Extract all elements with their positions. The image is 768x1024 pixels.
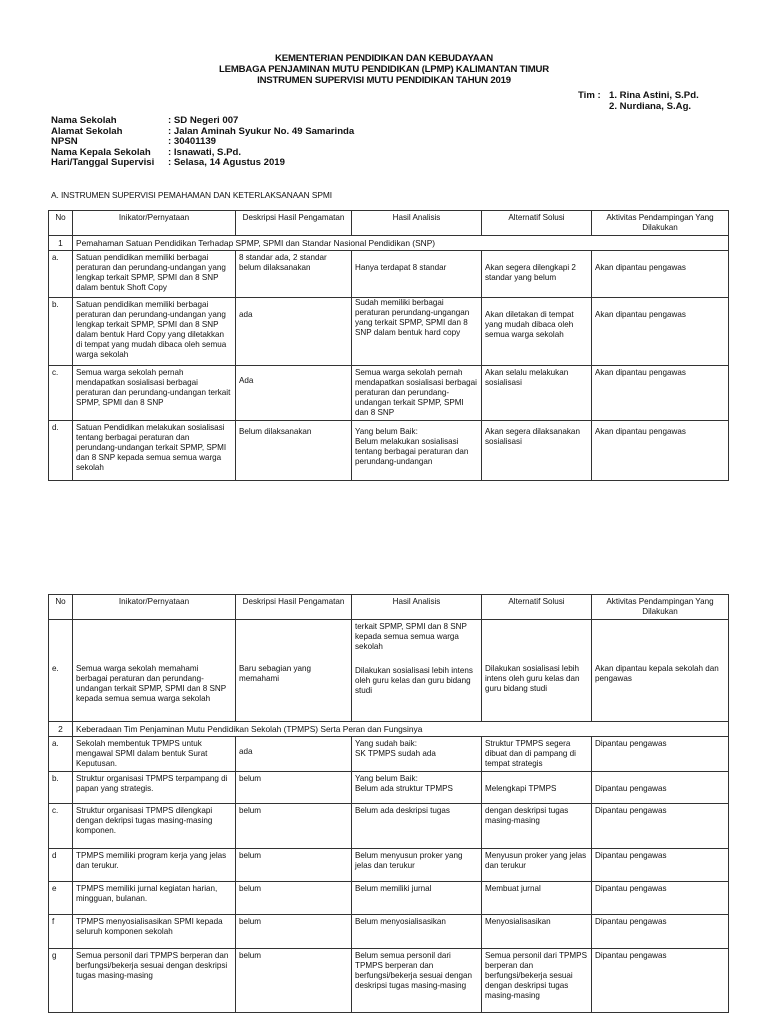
table-row [49,772,729,804]
table-row [49,849,729,882]
row-deskripsi: belum [236,882,352,915]
row-solusi: Menyosialisasikan [482,915,592,949]
row-deskripsi: belum [236,804,352,849]
row-solusi: Akan segera dilengkapi 2 standar yang belum [482,251,592,298]
row-analisis: Dilakukan sosialisasi lebih intens oleh guru kelas dan guru bidang studi [355,666,473,695]
col-solusi-header: Alternatif Solusi [482,595,592,620]
row-indikator: Satuan Pendidikan melakukan sosialisasi tentang berbagai peraturan dan perundang-undangan terkait SPMP, SPMI dan 8 SNP kepada semua semua warga sekolah [73,421,236,481]
row-analisis: Sudah memiliki berbagai peraturan perundang-ungangan yang terkait SPMP, SPMI dan 8 SNP dalam bentuk hard copy [352,298,482,366]
row-indikator: Struktur organisasi TPMPS dilengkapi dengan dekripsi tugas masing-masing komponen. [73,804,236,849]
row-analisis-detail: Belum melakukan sosialisasi tentang berbagai peraturan dan perundang-undangan [355,437,469,466]
section-title: Keberadaan Tim Penjaminan Mutu Pendidikan Sekolah (TPMPS) Serta Peran dan Fungsinya [73,722,729,737]
table-row [49,804,729,849]
npsn-label: NPSN [51,136,78,148]
row-number: g [49,949,73,1013]
col-no-header: No [49,211,73,236]
school-name-label: Nama Sekolah [51,115,117,126]
row-analisis-continued: terkait SPMP, SPMI dan 8 SNP kepada semua semua warga sekolah [355,622,467,651]
header-line-1: KEMENTERIAN PENDIDIKAN DAN KEBUDAYAAN [275,53,493,64]
row-analisis: Yang sudah baik: [355,739,417,748]
row-indikator: Semua warga sekolah memahami berbagai peraturan dan perundang-undangan terkait SPMP, SPMI dan 8 SNP kepada semua semua warga sekolah [73,620,236,722]
col-analisis-header: Hasil Analisis [352,211,482,236]
table-row [49,421,729,481]
school-address-label: Alamat Sekolah [51,125,123,137]
section-row [49,236,729,251]
row-number: f [49,915,73,949]
table-row [49,882,729,915]
row-indikator: Semua personil dari TPMPS berperan dan berfungsi/bekerja sesuai dengan deskripsi tugas masing-masing [73,949,236,1013]
table-row [49,366,729,421]
row-analisis: Yang belum Baik: [355,774,418,783]
row-number: b. [49,298,73,366]
row-indikator: Semua warga sekolah pernah mendapatkan sosialisasi berbagai peraturan dan perundang-undangan terkait SPMP, SPMI dan 8 SNP [73,366,236,421]
row-analisis: Belum semua personil dari TPMPS berperan dan berfungsi/bekerja sesuai dengan deskripsi tugas masing-masing [352,949,482,1013]
row-analisis: Belum memiliki jurnal [352,882,482,915]
col-deskripsi-header: Deskripsi Hasil Pengamatan [236,211,352,236]
row-aktivitas: Dipantau pengawas [592,737,729,772]
row-aktivitas: Dipantau pengawas [592,882,729,915]
row-solusi: Akan segera dilaksanakan sosialisasi [482,421,592,481]
row-indikator: Satuan pendidikan memiliki berbagai peraturan dan perundang-undangan yang lengkap terkait SPMP, SPMI dan 8 SNP dalam bentuk Hard Copy yang diletakkan di tempat yang mudah dibaca oleh semua warga sekolah [73,298,236,366]
row-analisis-cell [352,737,482,772]
section-row [49,722,729,737]
table-row [49,251,729,298]
table-row [49,298,729,366]
row-aktivitas: Dipantau pengawas [592,849,729,882]
row-solusi: Akan selalu melakukan sosialisasi [482,366,592,421]
row-indikator: TPMPS menyosialisasikan SPMI kepada seluruh komponen sekolah [73,915,236,949]
row-aktivitas: Akan dipantau pengawas [592,298,729,366]
row-aktivitas: Akan dipantau kepala sekolah dan pengawas [592,620,729,722]
row-indikator: Struktur organisasi TPMPS terpampang di papan yang strategis. [73,772,236,804]
col-solusi-header: Alternatif Solusi [482,211,592,236]
row-deskripsi: Baru sebagian yang memahami [236,620,352,722]
col-indikator-header: Inikator/Pernyataan [73,211,236,236]
row-analisis: Hanya terdapat 8 standar [352,251,482,298]
row-solusi: Struktur TPMPS segera dibuat dan di pampang di tempat strategis [482,737,592,772]
school-info [51,116,451,176]
row-number: e [49,882,73,915]
col-aktivitas-header: Aktivitas Pendampingan Yang Dilakukan [592,595,729,620]
date-value: : Selasa, 14 Agustus 2019 [168,157,285,169]
tim-member-2: 2. Nurdiana, S.Ag. [609,101,692,112]
row-aktivitas: Dipantau pengawas [592,915,729,949]
section-title: Pemahaman Satuan Pendidikan Terhadap SPMP, SPMI dan Standar Nasional Pendidikan (SNP) [73,236,729,251]
col-analisis-header: Hasil Analisis [352,595,482,620]
row-solusi: Dilakukan sosialisasi lebih intens oleh guru kelas dan guru bidang studi [482,620,592,722]
section-a-title: A. INSTRUMEN SUPERVISI PEMAHAMAN DAN KETERLAKSANAAN SPMI [51,190,332,200]
headmaster-label: Nama Kepala Sekolah [51,146,151,158]
row-deskripsi: belum [236,849,352,882]
row-solusi: Menyusun proker yang jelas dan terukur [482,849,592,882]
table-row [49,620,729,722]
row-deskripsi: belum [236,772,352,804]
row-analisis-cell [352,421,482,481]
row-indikator: Sekolah membentuk TPMPS untuk mengawal SPMI dalam bentuk Surat Keputusan. [73,737,236,772]
row-number: a. [49,737,73,772]
row-number: e. [49,620,73,722]
row-indikator: Satuan pendidikan memiliki berbagai peraturan dan perundang-undangan yang lengkap terkait SPMP, SPMI dan 8 SNP dalam bentuk Shoft Copy [73,251,236,298]
section-number: 1 [49,236,73,251]
row-aktivitas: Akan dipantau pengawas [592,366,729,421]
row-analisis: Belum menyosialisasikan [352,915,482,949]
row-solusi: Membuat jurnal [482,882,592,915]
row-deskripsi: belum [236,949,352,1013]
col-deskripsi-header: Deskripsi Hasil Pengamatan [236,595,352,620]
npsn-value: : 30401139 [168,136,217,148]
row-deskripsi: ada [236,737,352,772]
row-aktivitas: Dipantau pengawas [592,949,729,1013]
col-no-header: No [49,595,73,620]
supervision-table-2 [48,594,729,1013]
row-analisis: Yang belum Baik: [355,427,418,436]
date-label: Hari/Tanggal Supervisi [51,157,155,169]
section-number: 2 [49,722,73,737]
row-analisis-cell [352,772,482,804]
school-address-value: : Jalan Aminah Syukur No. 49 Samarinda [168,125,355,137]
row-analisis: Semua warga sekolah pernah mendapatkan sosialisasi berbagai peraturan dan perundang-undangan terkait SPMP, SPMI dan 8 SNP [352,366,482,421]
row-deskripsi: 8 standar ada, 2 standar belum dilaksanakan [236,251,352,298]
tim-member-1: 1. Rina Astini, S.Pd. [609,90,699,101]
row-deskripsi: Ada [236,366,352,421]
row-solusi: Melengkapi TPMPS [482,772,592,804]
row-indikator: TPMPS memiliki program kerja yang jelas dan terukur. [73,849,236,882]
row-analisis: Belum menyusun proker yang jelas dan terukur [352,849,482,882]
row-indikator: TPMPS memiliki jurnal kegiatan harian, mingguan, bulanan. [73,882,236,915]
school-name-value: : SD Negeri 007 [168,115,239,126]
row-number: d. [49,421,73,481]
table-row [49,915,729,949]
row-number: c. [49,804,73,849]
row-analisis-detail: Belum ada struktur TPMPS [355,784,453,793]
row-number: d [49,849,73,882]
col-indikator-header: Inikator/Pernyataan [73,595,236,620]
row-number: a. [49,251,73,298]
row-number: b. [49,772,73,804]
row-deskripsi: Belum dilaksanakan [236,421,352,481]
row-number: c. [49,366,73,421]
row-aktivitas: Dipantau pengawas [592,804,729,849]
row-deskripsi: belum [236,915,352,949]
row-analisis-detail: SK TPMPS sudah ada [355,749,436,758]
col-aktivitas-header: Aktivitas Pendampingan Yang Dilakukan [592,211,729,236]
table-row [49,737,729,772]
header-line-2: LEMBAGA PENJAMINAN MUTU PENDIDIKAN (LPMP) KALIMANTAN TIMUR [218,64,550,75]
tim-label: Tim : [578,90,601,101]
headmaster-value: : Isnawati, S.Pd. [168,146,242,158]
row-aktivitas: Dipantau pengawas [592,772,729,804]
row-solusi: Semua personil dari TPMPS berperan dan berfungsi/bekerja sesuai dengan deskripsi tugas masing-masing [482,949,592,1013]
row-analisis: Belum ada deskripsi tugas [352,804,482,849]
row-solusi: Akan diletakan di tempat yang mudah dibaca oleh semua warga sekolah [482,298,592,366]
row-deskripsi: ada [236,298,352,366]
table-row [49,949,729,1013]
row-analisis-cell [352,620,482,722]
header-line-3: INSTRUMEN SUPERVISI MUTU PENDIDIKAN TAHUN 2019 [257,75,511,86]
row-aktivitas: Akan dipantau pengawas [592,421,729,481]
row-solusi: dengan deskripsi tugas masing-masing [482,804,592,849]
supervision-table-1 [48,210,729,481]
row-aktivitas: Akan dipantau pengawas [592,251,729,298]
